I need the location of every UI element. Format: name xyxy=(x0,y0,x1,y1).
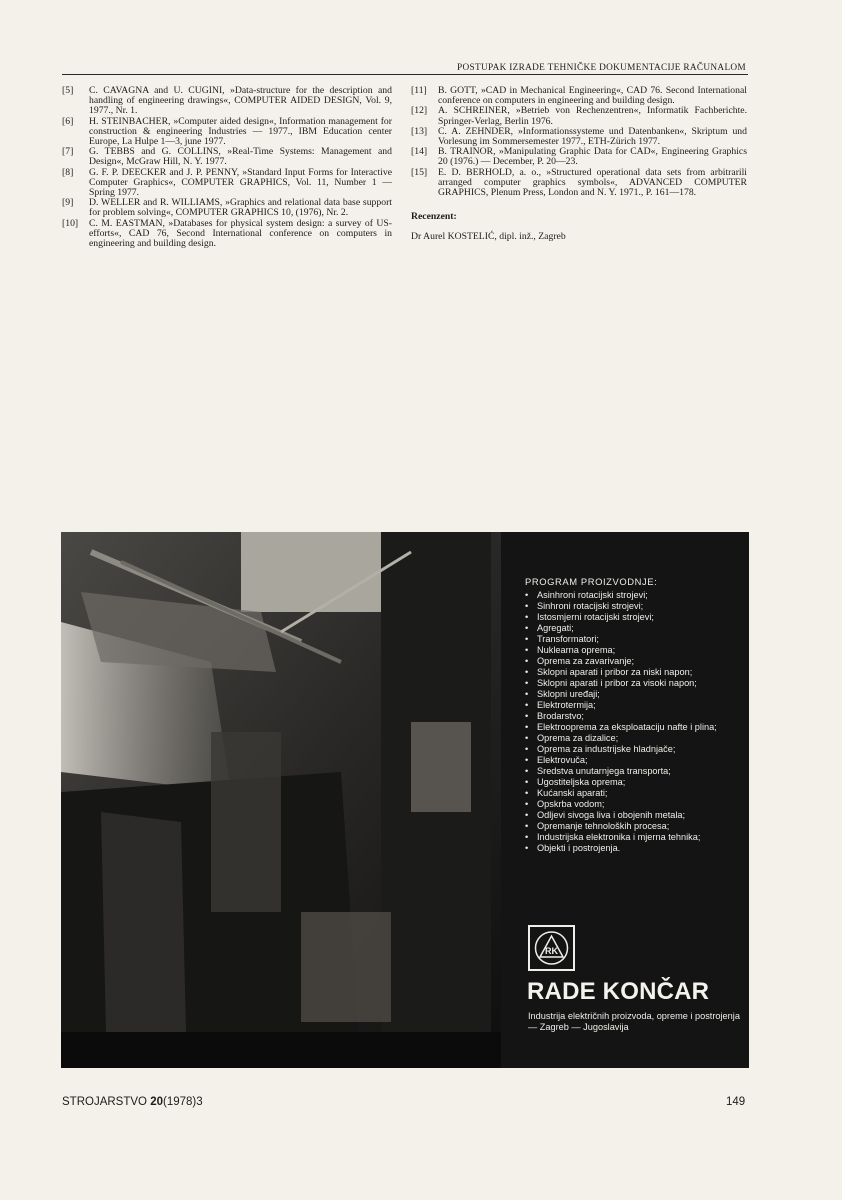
bullet-icon: • xyxy=(525,755,529,765)
bullet-icon: • xyxy=(525,667,529,677)
bullet-icon: • xyxy=(525,788,529,798)
bullet-icon: • xyxy=(525,832,529,842)
reference-text: A. SCHREINER, »Betrieb von Rechenzentren«, Informatik Fachberichte. Springer-Verlag, Berlin 1976. xyxy=(438,105,747,127)
list-item: • Sklopni aparati i pribor za visoki napon; xyxy=(525,678,697,688)
reference-item xyxy=(62,86,392,117)
list-item: • Sinhroni rotacijski strojevi; xyxy=(525,601,644,611)
list-item: • Sredstva unutarnjega transporta; xyxy=(525,766,671,776)
bullet-icon: • xyxy=(525,733,529,743)
reference-item xyxy=(411,147,747,167)
list-item: • Kućanski aparati; xyxy=(525,788,608,798)
reference-item xyxy=(411,86,747,106)
list-item: • Istosmjerni rotacijski strojevi; xyxy=(525,612,654,622)
bullet-icon: • xyxy=(525,700,529,710)
bullet-icon: • xyxy=(525,766,529,776)
reference-number: [14] xyxy=(411,146,428,158)
bullet-icon: • xyxy=(525,744,529,754)
reference-text: C. CAVAGNA and U. CUGINI, »Data-structure for the description and handling of engineering drawings«, COMPUTER AIDED DESIGN, Vol. 9, 1977., Nr. 1. xyxy=(89,85,392,117)
reference-item xyxy=(62,117,392,148)
list-item: • Nuklearna oprema; xyxy=(525,645,616,655)
references-left-column xyxy=(62,86,392,249)
bullet-icon: • xyxy=(525,722,529,732)
list-item: • Ugostiteljska oprema; xyxy=(525,777,626,787)
bullet-icon: • xyxy=(525,810,529,820)
bullet-icon: • xyxy=(525,843,529,853)
bullet-icon: • xyxy=(525,645,529,655)
journal-citation xyxy=(62,1096,203,1108)
bullet-icon: • xyxy=(525,634,529,644)
reviewer-name: Dr Aurel KOSTELIĆ, dipl. inž., Zagreb xyxy=(411,231,566,243)
reference-item xyxy=(411,106,747,126)
reference-number: [5] xyxy=(62,85,74,96)
list-item: • Brodarstvo; xyxy=(525,711,584,721)
list-item: • Transformatori; xyxy=(525,634,599,644)
reference-text: B. GOTT, »CAD in Mechanical Engineering«, CAD 76. Second International conference on computers in engineering and building design. xyxy=(438,85,747,107)
reference-text: D. WELLER and R. WILLIAMS, »Graphics and relational data base support for problem solving«, COMPUTER GRAPHICS 10, (1976), Nr. 2. xyxy=(89,197,392,219)
bullet-icon: • xyxy=(525,689,529,699)
list-item: • Oprema za zavarivanje; xyxy=(525,656,635,666)
list-item: • Elektrooprema za eksploataciju nafte i plina; xyxy=(525,722,717,732)
reference-item xyxy=(411,168,747,199)
list-item: • Oprema za industrijske hladnjače; xyxy=(525,744,676,754)
list-item: • Objekti i postrojenja. xyxy=(525,843,621,853)
list-item: • Opskrba vodom; xyxy=(525,799,605,809)
reference-item xyxy=(62,219,392,250)
bullet-icon: • xyxy=(525,601,529,611)
reference-item xyxy=(411,127,747,147)
reference-text: C. A. ZEHNDER, »Informationssysteme und Datenbanken«, Skriptum und Vorlesung im Sommersemester 1977., ETH-Zürich 1977. xyxy=(438,125,747,148)
reference-text: H. STEINBACHER, »Computer aided design«, Information management for construction & engineering Industries — 1977., IBM Education center Europe, La Hulpe 1—3, june 1977. xyxy=(89,115,392,148)
journal-volume: 20 xyxy=(150,1096,163,1108)
list-item: • Sklopni uređaji; xyxy=(525,689,600,699)
program-list xyxy=(525,590,739,854)
advertisement xyxy=(61,532,749,1068)
header-rule xyxy=(62,74,748,75)
bullet-icon: • xyxy=(525,711,529,721)
running-head: POSTUPAK IZRADE TEHNIČKE DOKUMENTACIJE RAČUNALOM xyxy=(457,63,746,73)
list-item: • Sklopni aparati i pribor za niski napon; xyxy=(525,667,693,677)
references-right-column xyxy=(411,86,747,243)
list-item: • Industrijska elektronika i mjerna tehnika; xyxy=(525,832,701,842)
reference-item xyxy=(62,168,392,199)
bullet-icon: • xyxy=(525,590,529,600)
bullet-icon: • xyxy=(525,777,529,787)
reference-number: [15] xyxy=(411,166,428,178)
brand-subtitle: Industrija električnih proizvoda, opreme i postrojenja — Zagreb — Jugoslavija xyxy=(528,1011,740,1032)
program-title: PROGRAM PROIZVODNJE: xyxy=(525,576,658,587)
journal-name: STROJARSTVO xyxy=(62,1096,147,1108)
reference-number: [11] xyxy=(411,85,427,96)
bullet-icon: • xyxy=(525,799,529,809)
reference-item xyxy=(62,198,392,218)
reference-number: [10] xyxy=(62,217,79,229)
svg-text:RK: RK xyxy=(545,946,558,956)
bullet-icon: • xyxy=(525,656,529,666)
production-program xyxy=(525,576,739,854)
reference-number: [9] xyxy=(62,197,74,209)
journal-issue: (1978)3 xyxy=(162,1096,203,1108)
rade-koncar-logo xyxy=(528,925,575,971)
reference-item xyxy=(62,147,392,167)
reference-number: [13] xyxy=(411,125,428,137)
factory-photo xyxy=(61,532,501,1068)
list-item: • Opremanje tehnoloških procesa; xyxy=(525,821,670,831)
bullet-icon: • xyxy=(525,623,529,633)
reference-text: G. F. P. DEECKER and J. P. PENNY, »Standard Input Forms for Interactive Computer Graphics«, COMPUTER GRAPHICS, Vol. 11, Number 1 — Spring 1977. xyxy=(89,166,392,199)
page-number: 149 xyxy=(726,1096,746,1108)
bullet-icon: • xyxy=(525,678,529,688)
list-item: • Elektrotermija; xyxy=(525,700,596,710)
reference-text: C. M. EASTMAN, »Databases for physical system design: a survey of US-efforts«, CAD 76, Second International conference on computers in engineering and building design. xyxy=(89,217,392,250)
reference-number: [8] xyxy=(62,166,74,178)
reviewer-label: Recenzent: xyxy=(411,211,457,223)
list-item: • Agregati; xyxy=(525,623,574,633)
bullet-icon: • xyxy=(525,821,529,831)
reference-text: E. D. BERHOLD, a. o., »Structured operational data sets from arbitrarili arranged computer graphics symbols«, ADVANCED COMPUTER GRAPHICS, Plenum Press, London and N. Y. 1971., P. 161—178. xyxy=(438,166,747,199)
brand-name: RADE KONČAR xyxy=(527,978,710,1005)
reference-number: [7] xyxy=(62,146,74,158)
list-item: • Asinhroni rotacijski strojevi; xyxy=(525,590,648,600)
list-item: • Elektrovuča; xyxy=(525,755,588,765)
list-item: • Oprema za dizalice; xyxy=(525,733,619,743)
bullet-icon: • xyxy=(525,612,529,622)
reference-text: B. TRAINOR, »Manipulating Graphic Data for CAD«, Engineering Graphics 20 (1976.) — December, P. 20—23. xyxy=(438,146,747,168)
reference-number: [12] xyxy=(411,105,428,117)
rk-logo-icon xyxy=(530,927,573,969)
reference-number: [6] xyxy=(62,115,74,127)
reference-text: G. TEBBS and G. COLLINS, »Real-Time Systems: Management and Design«, McGraw Hill, N. Y. 1977. xyxy=(89,146,392,168)
list-item: • Odljevi sivoga liva i obojenih metala; xyxy=(525,810,686,820)
